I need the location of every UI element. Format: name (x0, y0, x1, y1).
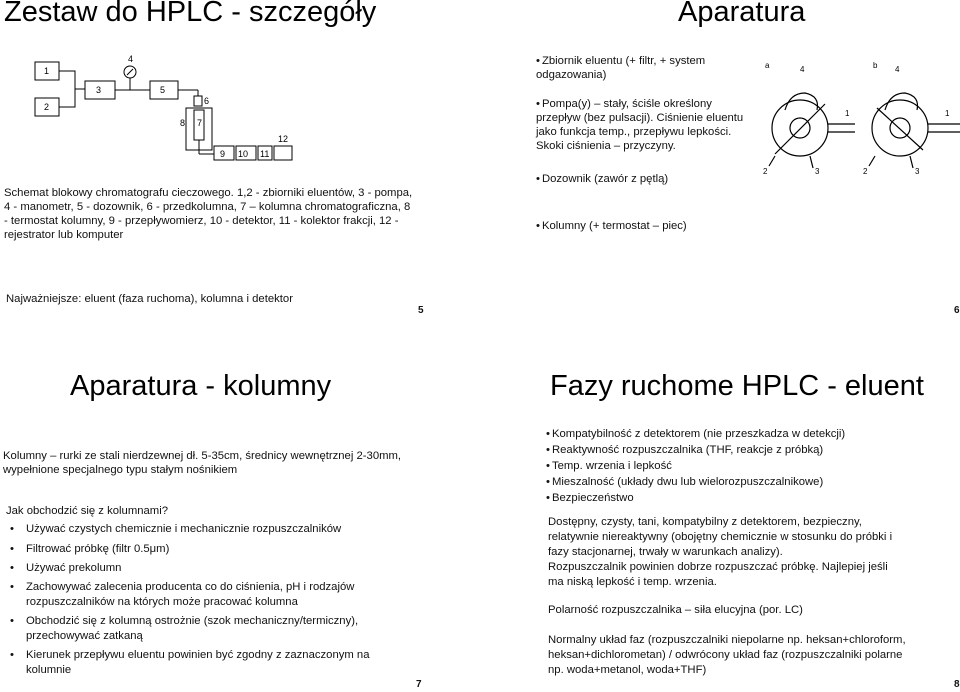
valve-a-port-4: 4 (800, 65, 805, 74)
diagram-label-7: 7 (197, 118, 203, 128)
key-note: Najważniejsze: eluent (faza ruchoma), kolumna i detektor (6, 293, 293, 305)
slide-title: Zestaw do HPLC - szczegóły (4, 0, 377, 28)
diagram-label-3: 3 (96, 85, 102, 95)
bullet-pump: • Pompa(y) – stały, ściśle określony przepływ (bez pulsacji). Ciśnienie eluentu jako funkcja temp., przepływu lepkości. Skoki ciśnienia – przyczyny. (536, 97, 756, 153)
diagram-label-1: 1 (44, 66, 50, 76)
eluent-paragraph-2: Rozpuszczalnik powinien dobrze rozpuszczać próbkę. Najlepiej jeśli ma niską lepkość i temp. wrzenia. (548, 561, 888, 588)
slide-apparatus (480, 0, 960, 346)
slide-hplc-set (0, 0, 480, 346)
list-item: • Reaktywność rozpuszczalnika (THF, reakcje z próbką) (546, 442, 946, 458)
valve-b-port-3: 3 (915, 167, 920, 176)
diagram-label-11: 11 (260, 149, 270, 159)
page-number: 8 (954, 679, 960, 690)
valve-a-port-1: 1 (845, 109, 850, 118)
list-item: • Obchodzić się z kolumną ostrożnie (szok mechaniczny/termiczny), przechowywać zatkaną (26, 614, 406, 643)
page-number: 5 (418, 305, 424, 316)
slide-title: Fazy ruchome HPLC - eluent (550, 370, 924, 402)
columns-intro: Kolumny – rurki ze stali nierdzewnej dł. 5-35cm, średnicy wewnętrznej 2-30mm, wypełnione specjalnego typu stałym nośnikiem (3, 450, 402, 476)
diagram-label-6: 6 (204, 96, 210, 106)
slide-title: Aparatura - kolumny (70, 370, 332, 402)
slide-mobile-phase (480, 346, 960, 692)
diagram-label-4: 4 (128, 54, 134, 64)
list-item: • Mieszalność (układy dwu lub wielorozpuszczalnikowe) (546, 474, 946, 490)
list-item: • Filtrować próbkę (filtr 0.5μm) (26, 542, 406, 557)
eluent-paragraph-4: Normalny układ faz (rozpuszczalniki niepolarne np. heksan+chloroform, heksan+dichlorometan) / odwrócony układ faz (rozpuszczalniki polarne np. woda+metanol, woda+THF) (548, 634, 906, 676)
page-number: 6 (954, 305, 960, 316)
valve-b-port-4: 4 (895, 65, 900, 74)
slide-columns (0, 346, 480, 692)
diagram-label-8: 8 (180, 118, 186, 128)
diagram-label-2: 2 (44, 102, 50, 112)
diagram-label-5: 5 (160, 85, 166, 95)
injection-valve-diagram (755, 58, 960, 178)
diagram-label-9: 9 (220, 149, 226, 159)
bullet-eluent-reservoir: • Zbiornik eluentu (+ filtr, + system odgazowania) (536, 54, 746, 82)
valve-b-label: b (873, 61, 878, 70)
diagram-label-10: 10 (238, 149, 249, 159)
diagram-caption: Schemat blokowy chromatografu cieczowego. 1,2 - zbiorniki eluentów, 3 - pompa, 4 - manometr, 5 - dozownik, 6 - przedkolumna, 7 – kolumna chromatograficzna, 8 - termostat kolumny, 9 - przepływomierz, 10 - detektor, 11 - kolektor frakcji, 12 - rejestrator lub komputer (4, 187, 413, 241)
eluent-paragraph-3: Polarność rozpuszczalnika – siła elucyjna (por. LC) (548, 604, 803, 616)
valve-b-port-1: 1 (945, 109, 950, 118)
bullet-columns: • Kolumny (+ termostat – piec) (536, 219, 746, 233)
page-number: 7 (416, 679, 422, 690)
list-item: • Używać czystych chemicznie i mechanicznie rozpuszczalników (26, 522, 406, 537)
list-item: • Kierunek przepływu eluentu powinien być zgodny z zaznaczonym na kolumnie (26, 648, 406, 677)
slide-title: Aparatura (678, 0, 806, 28)
list-item: • Bezpieczeństwo (546, 490, 946, 506)
list-item: • Temp. wrzenia i lepkość (546, 458, 946, 474)
valve-b-port-2: 2 (863, 167, 868, 176)
list-item: • Kompatybilność z detektorem (nie przeszkadza w detekcji) (546, 426, 946, 442)
valve-a-label: a (765, 61, 770, 70)
list-item: • Zachowywać zalecenia producenta co do ciśnienia, pH i rodzajów rozpuszczalników na których może pracować kolumna (26, 580, 391, 609)
eluent-paragraph-1: Dostępny, czysty, tani, kompatybilny z detektorem, bezpieczny, relatywnie niereaktywny (obojętny chemicznie w stosunku do próbki i fazy stacjonarnej, trwały w warunkach analizy). (548, 516, 893, 558)
hplc-block-diagram (0, 46, 480, 166)
list-item: • Używać prekolumn (26, 561, 406, 576)
columns-question: Jak obchodzić się z kolumnami? (6, 505, 168, 517)
valve-a-port-2: 2 (763, 167, 768, 176)
valve-a-port-3: 3 (815, 167, 820, 176)
bullet-injector: • Dozownik (zawór z pętlą) (536, 172, 746, 186)
diagram-label-12: 12 (278, 134, 289, 144)
